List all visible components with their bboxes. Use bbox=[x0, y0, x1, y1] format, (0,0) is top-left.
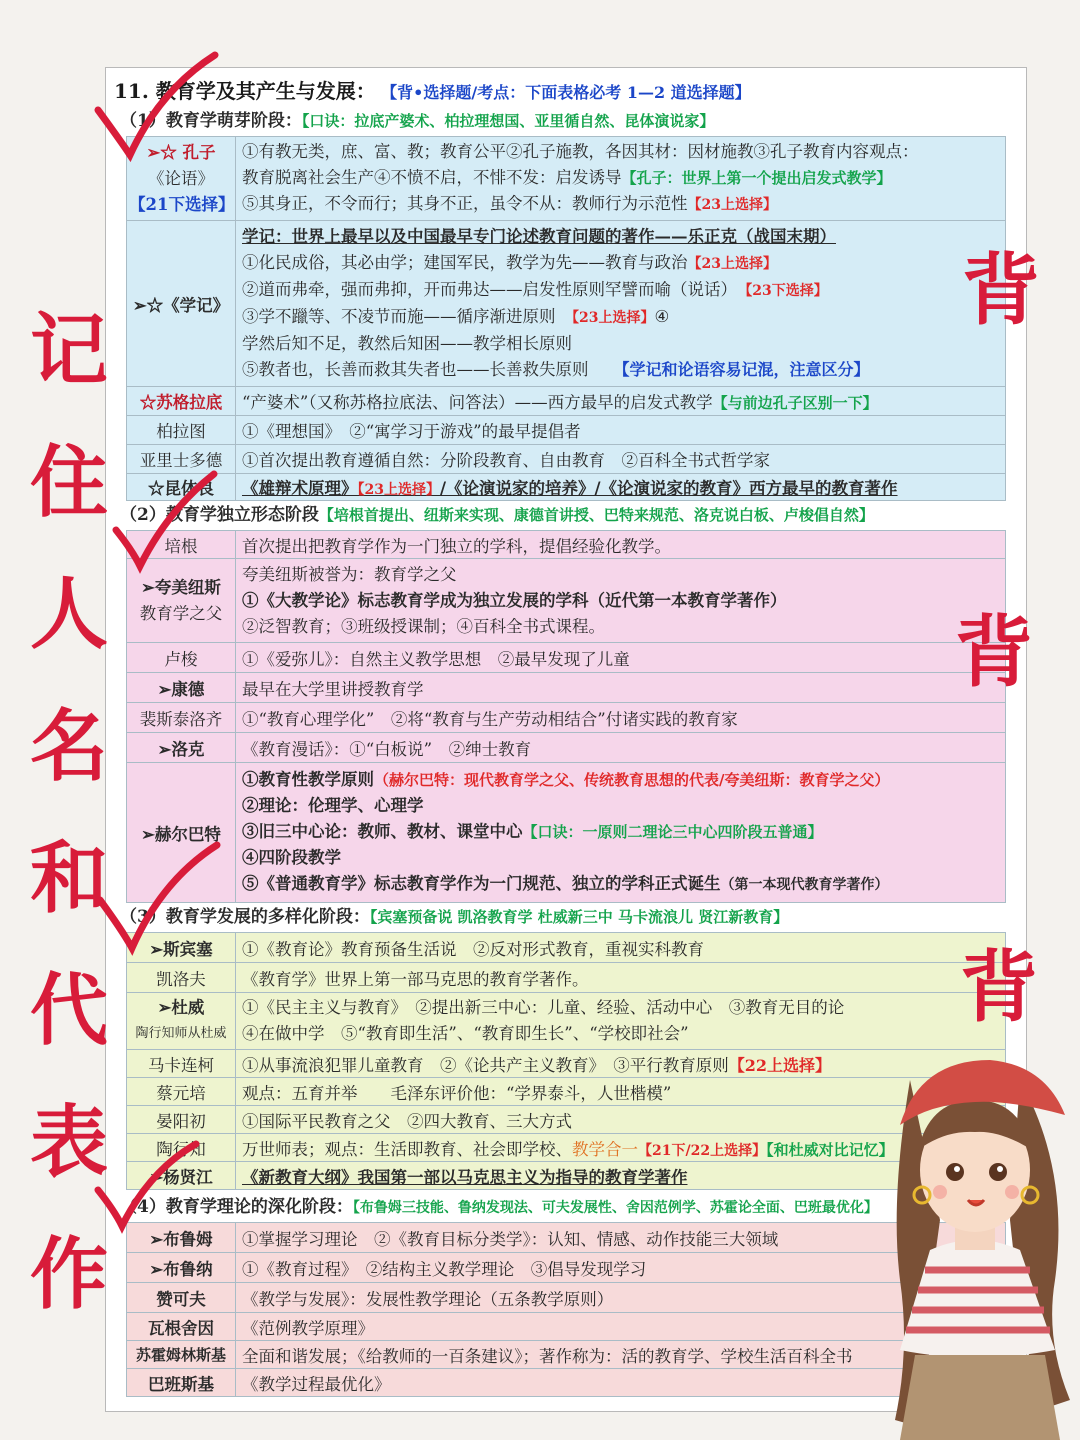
row-socrates: ☆苏格拉底 “产婆术”（又称苏格拉底法、问答法）——西方最早的启发式教学【与前边孔子区别一下】 bbox=[127, 387, 1006, 416]
exam-note: 【背•选择题/考点：下面表格必考 1—2 道选择题】 bbox=[381, 83, 751, 102]
row-sukhomlinsky: 苏霍姆林斯基 全面和谐发展；《给教师的一百条建议》；著作称为：活的教育学、学校生活百科全书 bbox=[127, 1341, 1006, 1369]
row-yanyangchu: 晏阳初 ①国际平民教育之父 ②四大教育、三大方式 bbox=[127, 1106, 1006, 1134]
row-taoxingzhi: 陶行知 万世师表；观点：生活即教育、社会即学校、教学合一【21下/22上选择】【和杜威对比记忆】 bbox=[127, 1134, 1006, 1162]
row-pestalozzi: 裴斯泰洛齐 ①“教育心理学化” ②将“教育与生产劳动相结合”付诸实践的教育家 bbox=[127, 703, 1006, 733]
row-quintilian: ☆昆体良 《雄辩术原理》【23上选择】/《论演说家的培养》/《论演说家的教育》西方最早的教育著作 bbox=[127, 474, 1006, 501]
row-dewey: ➢杜威 陶行知师从杜威 ①《民主主义与教育》 ②提出新三中心：儿童、经验、活动中心 ③教育无目的论 ④在做中学 ⑤“教育即生活”、“教育即生长”、“学校即社会” bbox=[127, 993, 1006, 1050]
section1-mnemonic: 【口诀：拉底产婆术、柏拉理想国、亚里循自然、昆体演说家】 bbox=[301, 112, 715, 130]
name-kongzi: ➢☆ 孔子 bbox=[146, 142, 216, 162]
row-bacon: 培根 首次提出把教育学作为一门独立的学科，提倡经验化教学。 bbox=[127, 531, 1006, 559]
row-caiyuanpei: 蔡元培 观点：五育并举 毛泽东评价他：“学界泰斗，人世楷模” bbox=[127, 1078, 1006, 1106]
section1-heading: （1）教育学萌芽阶段：【口诀：拉底产婆术、柏拉理想国、亚里循自然、昆体演说家】 bbox=[120, 111, 715, 131]
bei-mark: 背 bbox=[955, 607, 1034, 698]
row-kongzi: ➢☆ 孔子 《论语》 【21下选择】 ①有教无类，庶、富、教；教育公平②孔子施教，各因其材：因材施教③孔子教育内容观点： 教育脱离社会生产④不愤不启，不悱不发：启发诱导【孔子：世界上第一个提出启发式教学】 ⑤其身正，不令而行；其身不正，虽令不从：教师行为示范性【23上选择】 bbox=[127, 137, 1006, 221]
row-aristotle: 亚里士多德 ①首次提出教育遵循自然：分阶段教育、自由教育 ②百科全书式哲学家 bbox=[127, 445, 1006, 474]
check-mark-icon bbox=[110, 470, 220, 580]
section3-heading: （3）教育学发展的多样化阶段：【宾塞预备说 凯洛教育学 杜威新三中 马卡流浪儿 贤江新教育】 bbox=[120, 907, 789, 927]
row-xueji: ➢☆《学记》 学记：世界上最早以及中国最早专门论述教育问题的著作——乐正克（战国末期） ①化民成俗，其必由学；建国军民，教学为先——教育与政治【23上选择】 ②道而弗牵，强而弗抑，开而弗达——启发性原则罕譬而喻（说话） 【23下选择】 ③学不躐等、不凌节而施——循序渐进原则 【23上选择】④ 学然后知不足，教然后知困——教学相长原则 ⑤教者也，长善而救其失者也——长善救失原则 【学记和论语容易记混，注意区分】 bbox=[127, 221, 1006, 387]
name-xueji: ➢☆《学记》 bbox=[127, 221, 236, 387]
row-yangxianjiang: ➢杨贤江 《新教育大纲》我国第一部以马克思主义为指导的教育学著作 bbox=[127, 1162, 1006, 1190]
row-plato: 柏拉图 ①《理想国》 ②“寓学习于游戏”的最早提倡者 bbox=[127, 416, 1006, 445]
section3-mnemonic: 【宾塞预备说 凯洛教育学 杜威新三中 马卡流浪儿 贤江新教育】 bbox=[369, 908, 789, 926]
section1-table bbox=[126, 136, 1006, 501]
section2-mnemonic: 【培根首提出、纽斯来实现、康德首讲授、巴特来规范、洛克说白板、卢梭倡自然】 bbox=[318, 506, 874, 524]
section2-heading: （2）教育学独立形态阶段【培根首提出、纽斯来实现、康德首讲授、巴特来规范、洛克说白板、卢梭倡自然】 bbox=[120, 505, 874, 525]
row-herbart: ➢赫尔巴特 ①教育性教学原则（赫尔巴特：现代教育学之父、传统教育思想的代表/夸美纽斯：教育学之父） ②理论：伦理学、心理学 ③旧三中心论：教师、教材、课堂中心【口诀：一原则二理论三中心四阶段五普通】 ④四阶段教学 ⑤《普通教育学》标志教育学作为一门规范、独立的学科正式诞生（第一本现代教育学著作） bbox=[127, 763, 1006, 903]
row-kairov: 凯洛夫 《教育学》世界上第一部马克思的教育学著作。 bbox=[127, 963, 1006, 993]
main-heading: 11. 教育学及其产生与发展： 【背•选择题/考点：下面表格必考 1—2 道选择题】 bbox=[114, 80, 751, 103]
book-lunyu: 《论语》 bbox=[148, 168, 214, 188]
row-comenius: ➢夸美纽斯 教育学之父 夸美纽斯被誉为：教育学之父 ①《大教学论》标志教育学成为独立发展的学科（近代第一本教育学著作） ②泛智教育；③班级授课制；④百科全书式课程。 bbox=[127, 559, 1006, 643]
tag-kongzi: 【21下选择】 bbox=[129, 194, 235, 214]
row-wagenschein: 瓦根舍因 《范例教学原理》 bbox=[127, 1313, 1006, 1341]
section4-heading: （4）教育学理论的深化阶段：【布鲁姆三技能、鲁纳发现法、可夫发展性、舍因范例学、苏霍论全面、巴班最优化】 bbox=[120, 1197, 878, 1217]
row-makarenko: 马卡连柯 ①从事流浪犯罪儿童教育 ②《论共产主义教育》 ③平行教育原则【22上选择】 bbox=[127, 1050, 1006, 1078]
bei-mark: 背 bbox=[960, 942, 1039, 1033]
cartoon-girl-illustration bbox=[870, 1020, 1080, 1440]
check-mark-icon bbox=[90, 50, 220, 170]
bei-mark: 背 bbox=[962, 245, 1041, 336]
row-kant: ➢康德 最早在大学里讲授教育学 bbox=[127, 673, 1006, 703]
row-bloom: ➢布鲁姆 ①掌握学习理论 ②《教育目标分类学》：认知、情感、动作技能三大领域 bbox=[127, 1223, 1006, 1253]
row-locke: ➢洛克 《教育漫话》：①“白板说” ②绅士教育 bbox=[127, 733, 1006, 763]
handwritten-note: 记 住 人 名 和 代 表 作 bbox=[29, 305, 108, 1320]
section2-table bbox=[126, 530, 1006, 903]
row-rousseau: 卢梭 ①《爱弥儿》：自然主义教学思想 ②最早发现了儿童 bbox=[127, 643, 1006, 673]
section4-mnemonic: 【布鲁姆三技能、鲁纳发现法、可夫发展性、舍因范例学、苏霍论全面、巴班最优化】 bbox=[352, 1200, 878, 1216]
row-spencer: ➢斯宾塞 ①《教育论》教育预备生活说 ②反对形式教育，重视实科教育 bbox=[127, 933, 1006, 963]
row-bruner: ➢布鲁纳 ①《教育过程》 ②结构主义教学理论 ③倡导发现学习 bbox=[127, 1253, 1006, 1283]
row-zankov: 赞可夫 《教学与发展》：发展性教学理论（五条教学原则） bbox=[127, 1283, 1006, 1313]
row-babansky: 巴班斯基 《教学过程最优化》 bbox=[127, 1369, 1006, 1397]
